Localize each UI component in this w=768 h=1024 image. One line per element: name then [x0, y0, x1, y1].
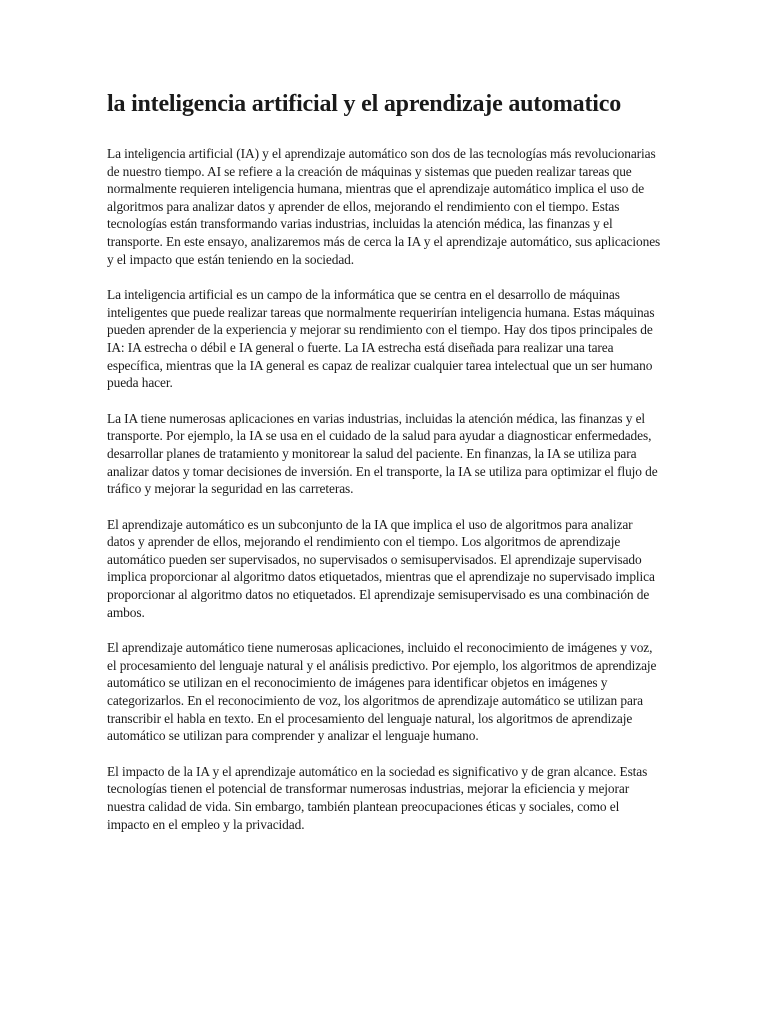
document-title: la inteligencia artificial y el aprendizaje automatico — [107, 91, 621, 117]
paragraph-impact: El impacto de la IA y el aprendizaje automático en la sociedad es significativo y de gran alcance. Estas tecnologías tienen el potencial de transformar numerosas industrias, mejorar la eficiencia y mejorar nuestra calidad de vida. Sin embargo, también plantean preocupaciones éticas y sociales, como el impacto en el empleo y la privacidad. — [107, 763, 648, 832]
paragraph-intro: La inteligencia artificial (IA) y el aprendizaje automático son dos de las tecnologías más revolucionarias de nuestro tiempo. AI se refiere a la creación de máquinas y sistemas que pueden realizar tareas que normalmente requieren inteligencia humana, mientras que el aprendizaje automático implica el uso de algoritmos para analizar datos y aprender de ellos, mejorando el rendimiento con el tiempo. Estas tecnologías están transformando varias industrias, incluidas la atención médica, las finanzas y el transporte. En este ensayo, analizaremos más de cerca la IA y el aprendizaje automático, sus aplicaciones y el impacto que están teniendo en la sociedad. — [107, 146, 661, 267]
document-page — [107, 88, 663, 851]
paragraph-ai-applications: La IA tiene numerosas aplicaciones en varias industrias, incluidas la atención médica, las finanzas y el transporte. Por ejemplo, la IA se usa en el cuidado de la salud para ayudar a diagnosticar enfermedades, desarrollar planes de tratamiento y monitorear la salud del paciente. En finanzas, la IA se utiliza para analizar datos y tomar decisiones de inversión. En el transporte, la IA se utiliza para optimizar el flujo de tráfico y mejorar la seguridad en las carreteras. — [107, 410, 658, 497]
paragraph-ai-definition: La inteligencia artificial es un campo de la informática que se centra en el desarrollo de máquinas inteligentes que puede realizar tareas que normalmente requerirían inteligencia humana. Estas máquinas pueden aprender de la experiencia y mejorar su rendimiento con el tiempo. Hay dos tipos principales de IA: IA estrecha o débil e IA general o fuerte. La IA estrecha está diseñada para realizar una tarea específica, mientras que la IA general es capaz de realizar cualquier tarea intelectual que un ser humano pueda hacer. — [107, 287, 655, 391]
paragraph-ml-applications: El aprendizaje automático tiene numerosas aplicaciones, incluido el reconocimiento de imágenes y voz, el procesamiento del lenguaje natural y el análisis predictivo. Por ejemplo, los algoritmos de aprendizaje automático se utilizan en el reconocimiento de imágenes para identificar objetos en imágenes y categorizarlos. En el reconocimiento de voz, los algoritmos de aprendizaje automático se utilizan para transcribir el habla en texto. En el procesamiento del lenguaje natural, los algoritmos de aprendizaje automático se utilizan para comprender y analizar el lenguaje humano. — [107, 640, 657, 744]
paragraph-ml-definition: El aprendizaje automático es un subconjunto de la IA que implica el uso de algoritmos para analizar datos y aprender de ellos, mejorando el rendimiento con el tiempo. Los algoritmos de aprendizaje automático pueden ser supervisados, no supervisados o semisupervisados. El aprendizaje supervisado implica proporcionar al algoritmo datos etiquetados, mientras que el aprendizaje no supervisado implica proporcionar al algoritmo datos no etiquetados. El aprendizaje semisupervisado es una combinación de ambos. — [107, 516, 655, 620]
